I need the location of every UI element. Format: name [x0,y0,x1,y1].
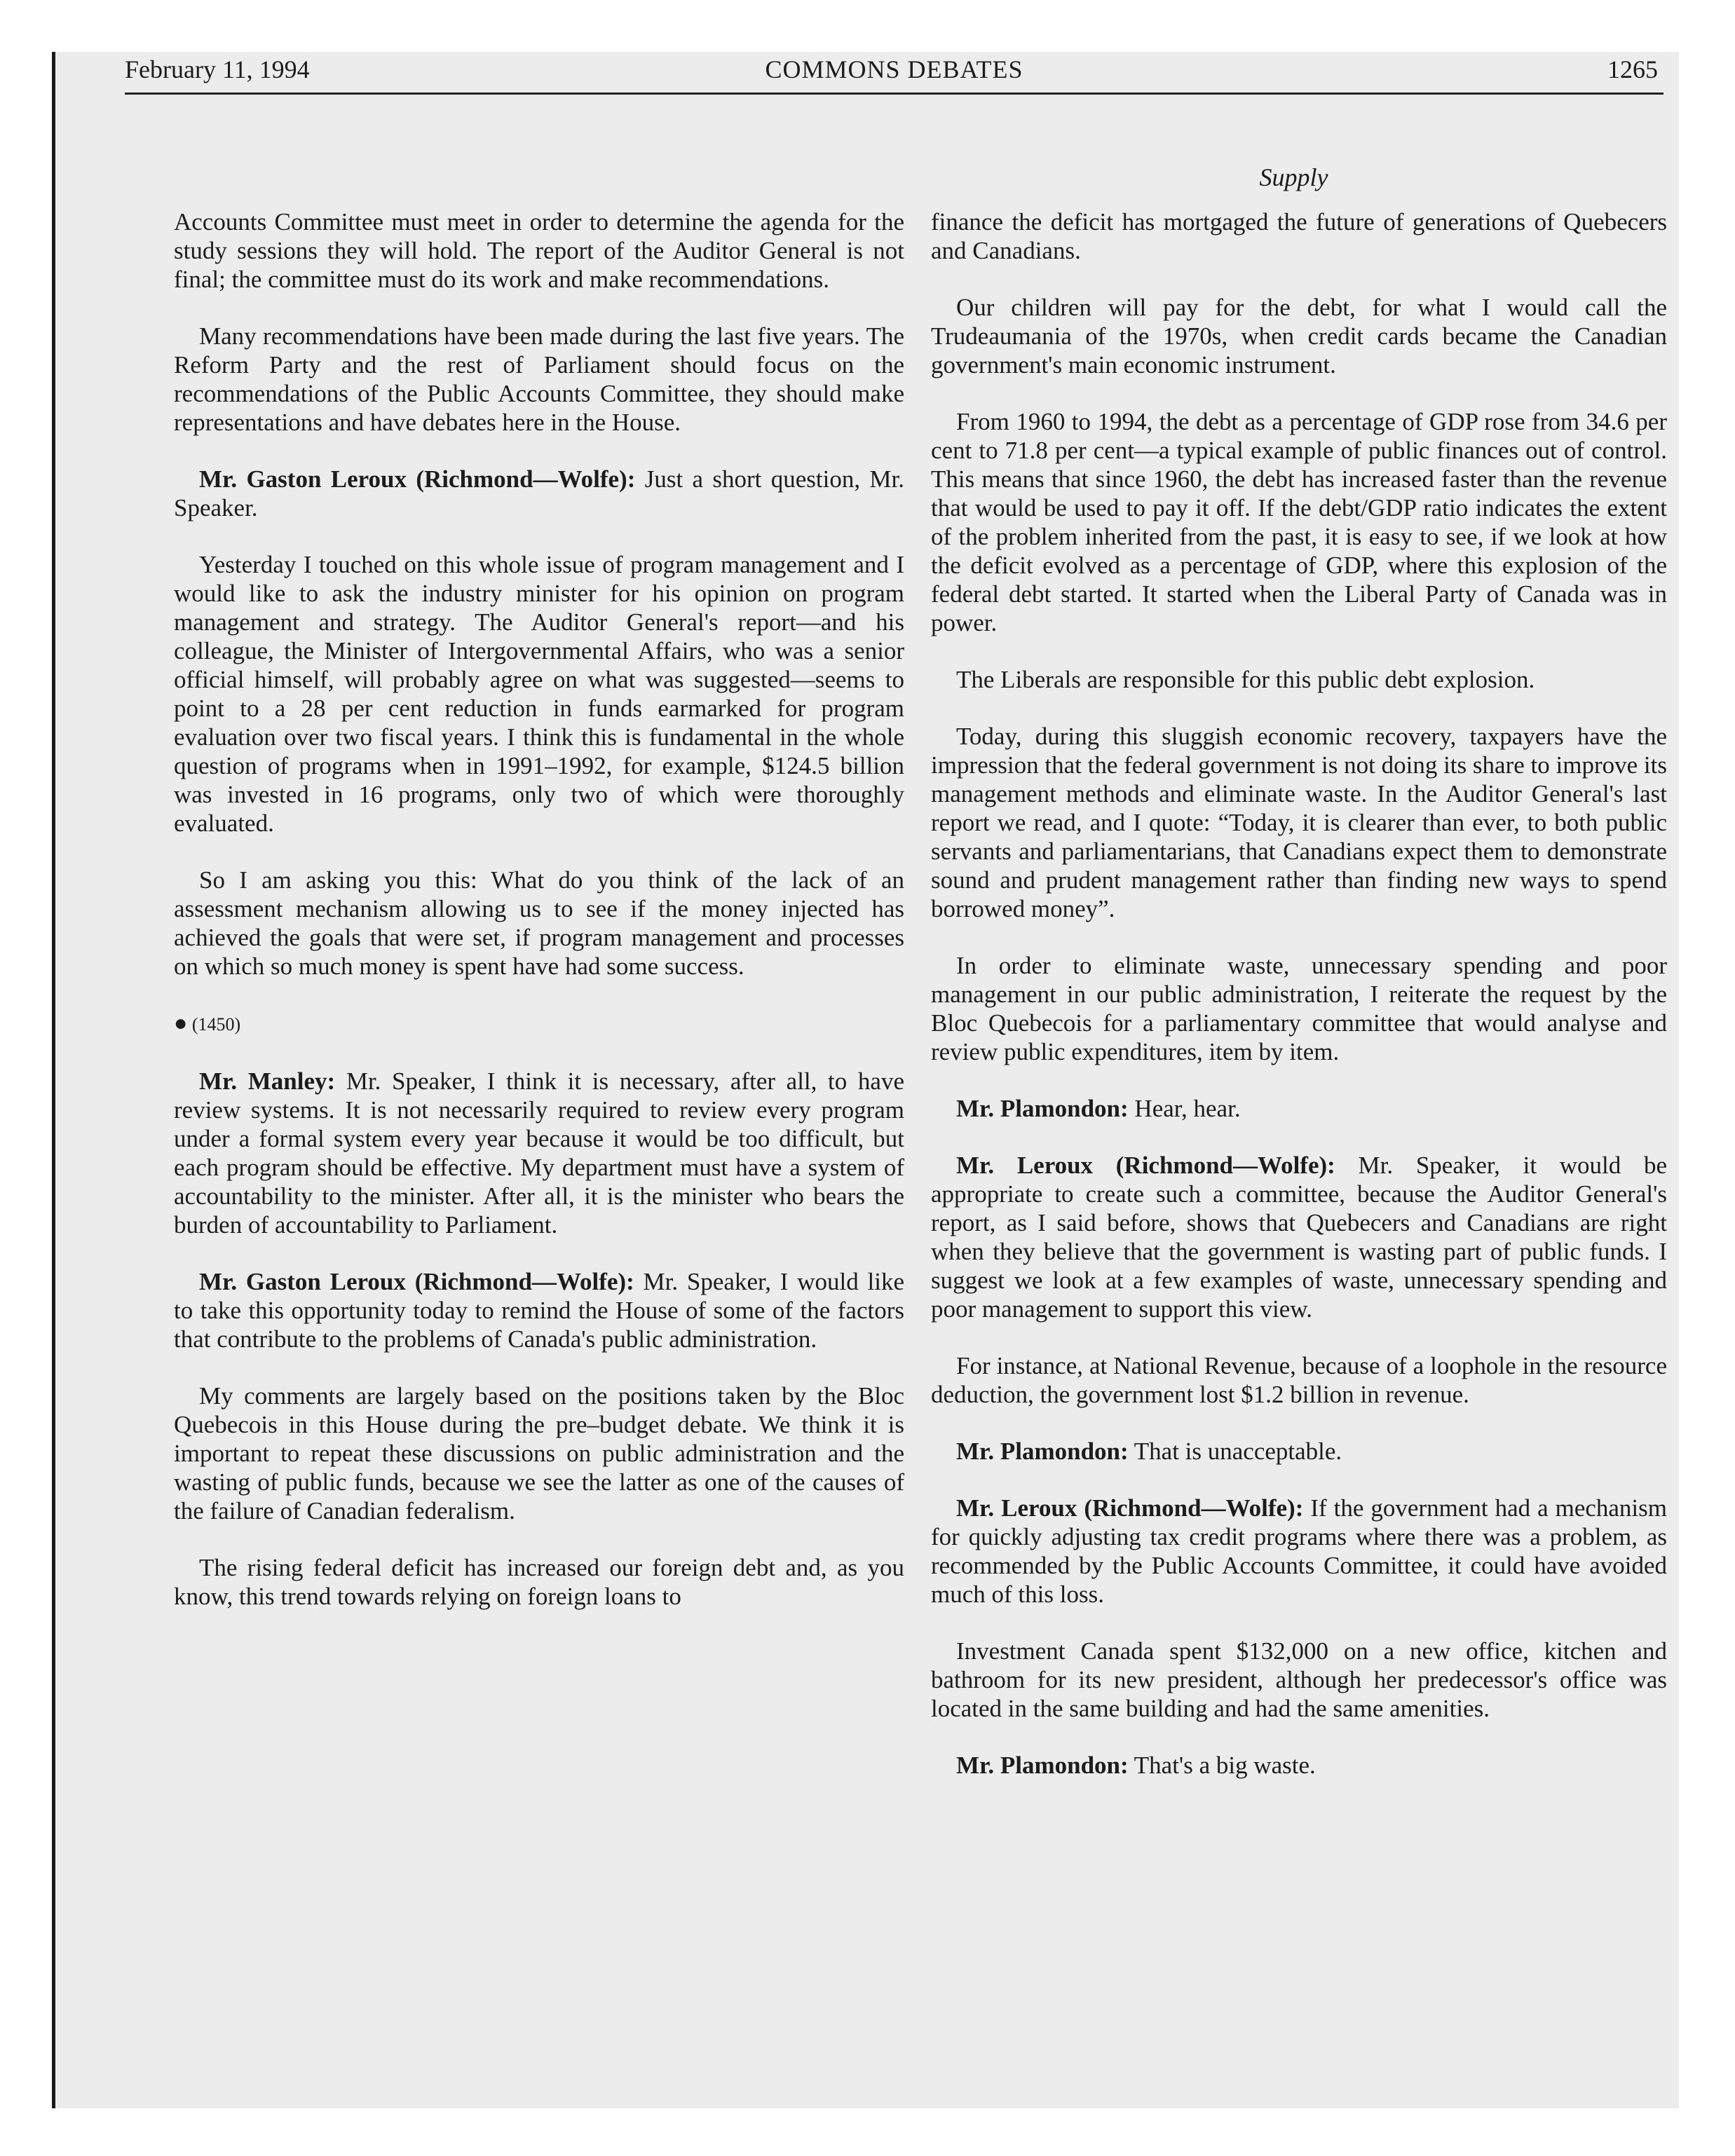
header-page-number: 1265 [1607,55,1658,83]
speech-text: Just a short question, Mr. Speaker. [174,465,905,521]
paragraph: In order to eliminate waste, unnecessary spending and poor management in our public administration, I reiterate the request by the Bloc Quebecois for a parliamentary committee that would analyse and review public expenditures, item by item. [931,952,1667,1065]
paragraph: Our children will pay for the debt, for what I would call the Trudeaumania of the 1970s, when credit cards became the Canadian government's main economic instrument. [931,294,1667,378]
speech-text: Mr. Speaker, I think it is necessary, after all, to have review systems. It is not necessarily required to review every program under a formal system every year because it would be too difficult, but each program should be effective. My department must have a system of accountability to the minister. After all, it is the minister who bears the burden of accountability to Parliament. [174,1067,904,1239]
speaker-name: Mr. Manley: [199,1067,336,1095]
speech-text: Hear, hear. [1128,1095,1241,1122]
speech-text: If the government had a mechanism for quickly adjusting tax credit programs where there was a problem, as recommended by the Public Accounts Committee, it could have avoided much of this loss. [931,1494,1668,1608]
time-marker-label: (1450) [191,1014,241,1035]
right-column [931,207,1667,1808]
speech-text: Mr. Speaker, it would be appropriate to create such a committee, because the Auditor General's report, as I said before, shows that Quebecers and Canadians are right when they believe that the government is wasting part of public funds. I suggest we look at a few examples of waste, unnecessary spending and poor management to support this view. [931,1152,1668,1323]
speaker-name: Mr. Plamondon: [956,1752,1129,1779]
speaker-name: Mr. Leroux (Richmond—Wolfe): [956,1152,1335,1179]
speech-text: Mr. Speaker, I would like to take this opportunity today to remind the House of some of the factors that contribute to the problems of Canada's public administration. [174,1268,904,1353]
speech-paragraph [174,1267,904,1353]
page-header [125,36,1663,95]
paragraph: Today, during this sluggish economic recovery, taxpayers have the impression that the federal government is not doing its share to improve its management methods and eliminate waste. In the Auditor General's last report we read, and I quote: “Today, it is clearer than ever, to both public servants and parliamentarians, that Canadians expect them to demonstrate sound and prudent management rather than finding new ways to spend borrowed money”. [931,723,1667,922]
bullet-icon: ● [174,1010,188,1035]
speech-paragraph [931,1494,1667,1609]
speech-paragraph [174,1067,904,1239]
left-column [174,207,904,1639]
paragraph: My comments are largely based on the positions taken by the Bloc Quebecois in this House during the pre–budget debate. We think it is important to repeat these discussions on public administration and the wasting of public funds, because we see the latter as one of the causes of the failure of Canadian federalism. [174,1382,904,1524]
header-title: COMMONS DEBATES [765,55,1023,83]
speaker-name: Mr. Plamondon: [956,1095,1129,1122]
paragraph: Yesterday I touched on this whole issue of program management and I would like to ask the industry minister for his opinion on program management and strategy. The Auditor General's report—and his colleague, the Minister of Intergovernmental Affairs, who was a senior official himself, will probably agree on what was suggested—seems to point to a 28 per cent reduction in funds earmarked for program evaluation over two fiscal years. I think this is fundamental in the whole question of programs when in 1991–1992, for example, $124.5 billion was invested in 16 programs, only two of which were thoroughly evaluated. [174,551,904,837]
section-title: Supply [1259,163,1328,191]
time-marker [174,1009,904,1039]
paragraph: So I am asking you this: What do you think of the lack of an assessment mechanism allowing us to see if the money injected has achieved the goals that were set, if program management and processes on which so much money is spent have had some success. [174,866,904,980]
paragraph: Accounts Committee must meet in order to determine the agenda for the study sessions they will hold. The report of the Auditor General is not final; the committee must do its work and make recommendations. [174,208,904,293]
paragraph: Investment Canada spent $132,000 on a new office, kitchen and bathroom for its new president, although her predecessor's office was located in the same building and had the same amenities. [931,1637,1667,1722]
speech-paragraph [174,465,904,522]
speech-paragraph [931,1151,1667,1323]
speech-paragraph [931,1437,1667,1466]
speech-text: That's a big waste. [1128,1752,1316,1779]
speech-paragraph [931,1751,1667,1780]
speech-text: That is unacceptable. [1128,1438,1342,1465]
paragraph: Many recommendations have been made during the last five years. The Reform Party and the rest of Parliament should focus on the recommendations of the Public Accounts Committee, they should make representations and have debates here in the House. [174,322,904,436]
paragraph: The rising federal deficit has increased our foreign debt and, as you know, this trend towards relying on foreign loans to [174,1554,904,1610]
speaker-name: Mr. Gaston Leroux (Richmond—Wolfe): [199,1268,634,1295]
paragraph: For instance, at National Revenue, because of a loophole in the resource deduction, the government lost $1.2 billion in revenue. [931,1352,1667,1408]
header-date: February 11, 1994 [125,55,310,83]
speaker-name: Mr. Gaston Leroux (Richmond—Wolfe): [199,465,636,493]
speech-paragraph [931,1094,1667,1123]
paragraph: The Liberals are responsible for this public debt explosion. [956,666,1535,693]
paragraph: From 1960 to 1994, the debt as a percentage of GDP rose from 34.6 per cent to 71.8 per cent—a typical example of public finances out of control. This means that since 1960, the debt has increased faster than the revenue that would be used to pay it off. If the debt/GDP ratio indicates the extent of the problem inherited from the past, it is easy to see, if we look at how the deficit evolved as a percentage of GDP, where this explosion of the federal debt started. It started when the Liberal Party of Canada was in power. [931,408,1667,636]
paragraph: finance the deficit has mortgaged the future of generations of Quebecers and Canadians. [931,208,1667,264]
speaker-name: Mr. Leroux (Richmond—Wolfe): [956,1494,1304,1522]
speaker-name: Mr. Plamondon: [956,1438,1129,1465]
